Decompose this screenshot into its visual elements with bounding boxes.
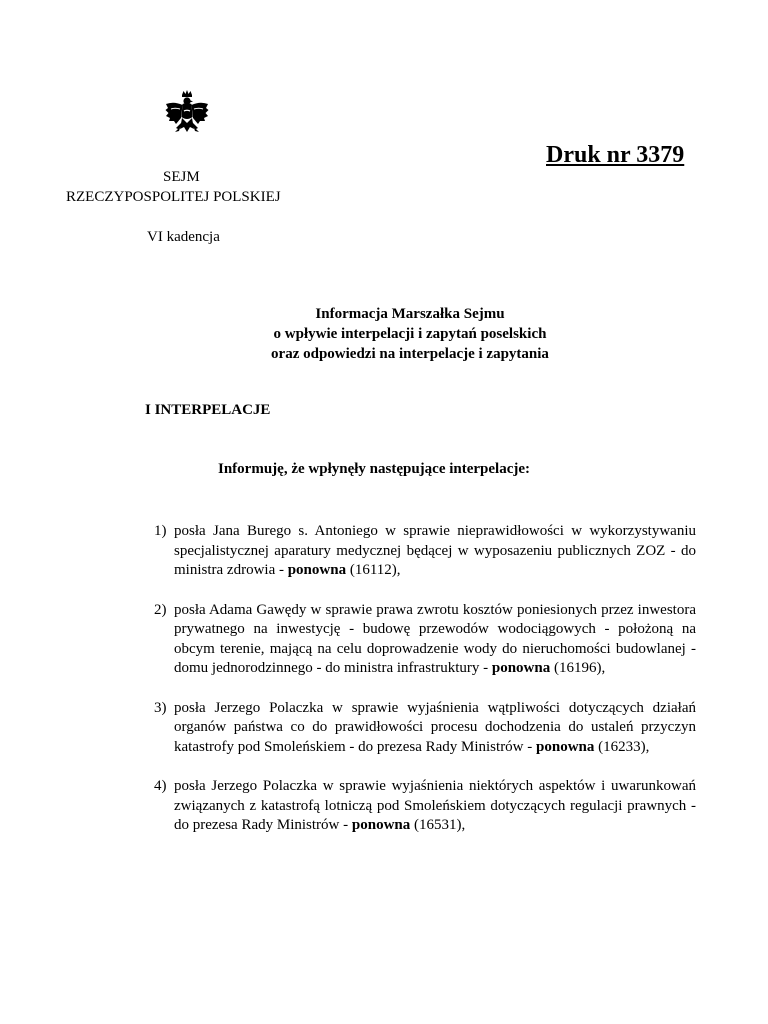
intro-text: Informuję, że wpłynęły następujące interpelacje: xyxy=(218,461,531,477)
polish-eagle-emblem xyxy=(163,90,211,140)
list-item xyxy=(150,777,696,836)
term-label: VI kadencja xyxy=(147,229,220,245)
item-text: posła Adama Gawędy w sprawie prawa zwrotu kosztów poniesionych przez inwestora prywatnego na inwestycję - budowę przewodów wodociągowych - położoną na obcym terenie, mającą na celu doprowadzenie wody do nieruchomości budowlanej - domu jednorodzinnego - do ministra infrastruktury - ponowna (16196), xyxy=(174,601,696,676)
item-text: posła Jerzego Polaczka w sprawie wyjaśnienia wątpliwości dotyczących działań organów państwa co do prawidłowości procesu dochodzenia do ustaleń przyczyn katastrofy pod Smoleńskiem - do prezesa Rady Ministrów - ponowna (16233), xyxy=(174,699,696,755)
status-ponowna: ponowna xyxy=(536,738,595,755)
item-text: posła Jana Burego s. Antoniego w sprawie nieprawidłowości w wykorzystywaniu specjalistycznej aparatury medycznej będącej w wyposazeniu publicznych ZOZ - do ministra zdrowia - ponowna (16112), xyxy=(174,523,696,578)
item-number: 3) xyxy=(154,699,167,716)
status-ponowna: ponowna xyxy=(351,817,411,833)
list-item xyxy=(150,601,696,679)
list-item xyxy=(150,522,696,581)
sejm-label: SEJM xyxy=(163,169,200,185)
title-line-1: Informacja Marszałka Sejmu xyxy=(315,306,505,322)
item-number: 1) xyxy=(154,523,167,539)
list-item xyxy=(150,699,696,758)
status-ponowna: ponowna xyxy=(287,562,347,578)
print-number: Druk nr 3379 xyxy=(546,142,685,168)
item-number: 2) xyxy=(154,601,167,618)
interpellation-list xyxy=(150,522,696,856)
item-number: 4) xyxy=(154,778,167,794)
title-line-3: oraz odpowiedzi na interpelacje i zapytania xyxy=(271,346,549,362)
status-ponowna: ponowna xyxy=(491,660,551,676)
rzeczpospolita-label: RZECZYPOSPOLITEJ POLSKIEJ xyxy=(66,189,281,205)
item-text: posła Jerzego Polaczka w sprawie wyjaśnienia niektórych aspektów i uwarunkowań związanych z katastrofą lotniczą pod Smoleńskiem dotyczących regulacji prawnych - do prezesa Rady Ministrów - ponowna (16531), xyxy=(174,778,696,833)
document-title xyxy=(230,304,590,364)
title-line-2: o wpływie interpelacji i zapytań poselskich xyxy=(273,326,547,342)
section-heading: I INTERPELACJE xyxy=(145,402,271,418)
